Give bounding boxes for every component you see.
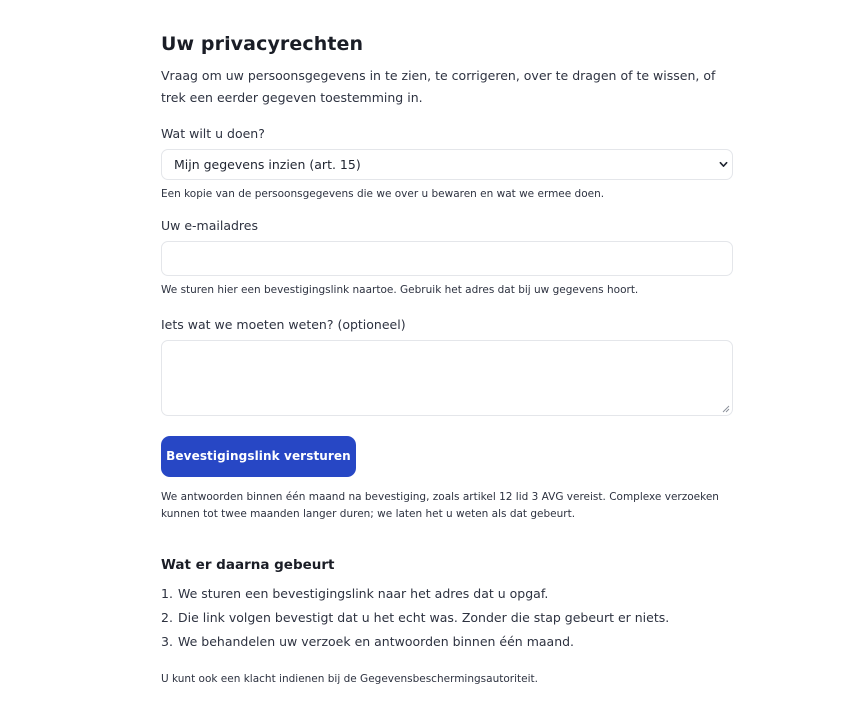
complaint-note: U kunt ook een klacht indienen bij de Gegevensbeschermingsautoriteit. — [161, 673, 538, 685]
action-help-text: Een kopie van de persoonsgegevens die we over u bewaren en wat we ermee doen. — [161, 188, 605, 200]
resize-handle-icon[interactable] — [722, 405, 730, 413]
step-number: 2. — [161, 610, 173, 625]
response-time-note: We antwoorden binnen één maand na bevestiging, zoals artikel 12 lid 3 AVG vereist. Complexe verzoeken kunnen tot twee maanden langer duren; we laten het u weten als dat gebeurt. — [161, 491, 719, 520]
notes-textarea[interactable] — [161, 340, 733, 416]
email-field[interactable] — [161, 241, 733, 276]
page-title: Uw privacyrechten — [161, 33, 364, 55]
action-label: Wat wilt u doen? — [161, 126, 265, 141]
step-number: 3. — [161, 634, 173, 649]
privacy-form-container — [161, 30, 735, 686]
step-number: 1. — [161, 586, 173, 601]
step-text: We sturen een bevestigingslink naar het adres dat u opgaf. — [178, 586, 549, 601]
list-item — [161, 630, 735, 654]
list-item — [161, 606, 735, 630]
next-steps-list — [161, 582, 735, 654]
email-label: Uw e-mailadres — [161, 218, 258, 233]
send-confirmation-link-button[interactable]: Bevestigingslink versturen — [161, 436, 356, 477]
notes-label: Iets wat we moeten weten? (optioneel) — [161, 317, 406, 332]
list-item — [161, 582, 735, 606]
action-select-value: Mijn gegevens inzien (art. 15) — [174, 157, 361, 172]
email-help-text: We sturen hier een bevestigingslink naartoe. Gebruik het adres dat bij uw gegevens hoort. — [161, 284, 639, 296]
step-text: Die link volgen bevestigt dat u het echt was. Zonder die stap gebeurt er niets. — [178, 610, 670, 625]
step-text: We behandelen uw verzoek en antwoorden binnen één maand. — [178, 634, 575, 649]
action-select[interactable] — [161, 149, 733, 180]
chevron-down-icon — [719, 160, 728, 169]
next-steps-heading: Wat er daarna gebeurt — [161, 557, 335, 573]
page-intro: Vraag om uw persoonsgegevens in te zien, te corrigeren, over te dragen of te wissen, of trek een eerder gegeven toestemming in. — [161, 68, 716, 105]
